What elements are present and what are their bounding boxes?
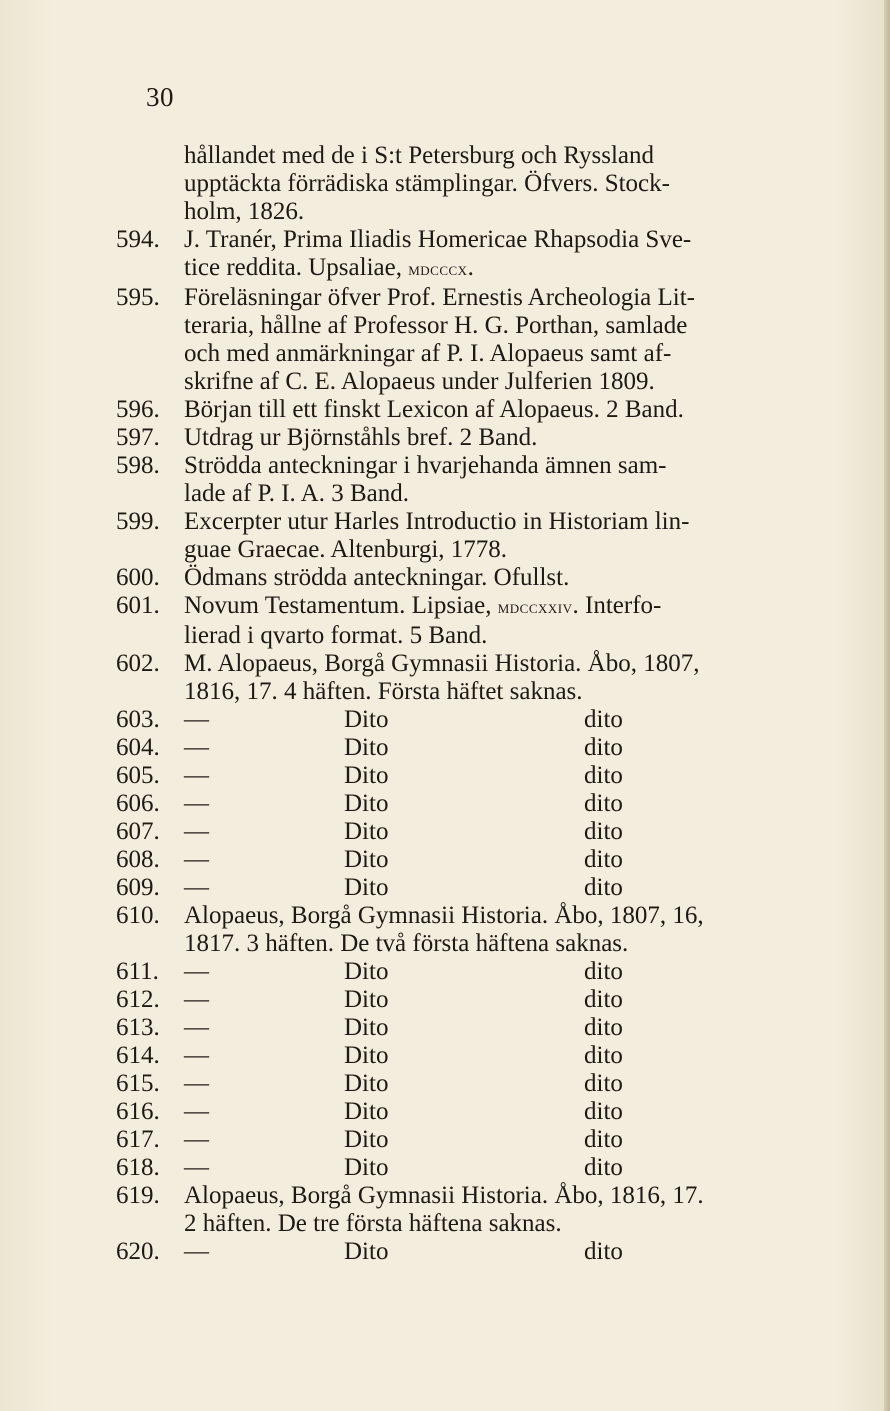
entry-line: Alopaeus, Borgå Gymnasii Historia. Åbo, 1807, 16, (184, 902, 704, 929)
page-edge (884, 0, 890, 1411)
roman-year: mdcccx (408, 259, 468, 280)
entry-594 (116, 226, 812, 284)
entry-line: 2 häften. De tre första häftena saknas. (184, 1210, 562, 1237)
ditto-word: Dito (344, 762, 389, 789)
entry-line: Strödda anteckningar i hvarjehanda ämnen sam- (184, 452, 667, 479)
ditto-word: dito (584, 1070, 623, 1097)
entry-number: 612. (116, 986, 160, 1013)
continuation-line: hållandet med de i S:t Petersburg och Ryssland (184, 142, 654, 169)
entry-number: 603. (116, 706, 160, 733)
dito-entry (116, 1014, 812, 1042)
ditto-word: dito (584, 706, 623, 733)
ditto-dash: — (184, 706, 209, 733)
ditto-word: dito (584, 734, 623, 761)
entry-line: guae Graecae. Altenburgi, 1778. (184, 536, 508, 563)
entry-line: skrifne af C. E. Alopaeus under Julferien 1809. (184, 368, 655, 395)
dito-entry (116, 874, 812, 902)
ditto-dash: — (184, 762, 209, 789)
page-number: 30 (146, 82, 174, 112)
ditto-dash: — (184, 790, 209, 817)
ditto-word: Dito (344, 1126, 389, 1153)
continuation-entry (116, 142, 812, 226)
entry-line: Alopaeus, Borgå Gymnasii Historia. Åbo, 1816, 17. (184, 1182, 704, 1209)
entry-line: M. Alopaeus, Borgå Gymnasii Historia. Åbo, 1807, (184, 650, 700, 677)
entry-number: 605. (116, 762, 160, 789)
entry-number: 610. (116, 902, 160, 929)
entry-number: 611. (116, 958, 159, 985)
entry-line: tice reddita. Upsaliae, (184, 254, 409, 281)
entry-602 (116, 650, 812, 706)
entry-line: Novum Testamentum. Lipsiae, (184, 592, 498, 619)
entry-line: Excerpter utur Harles Introductio in Historiam lin- (184, 508, 690, 535)
entry-number: 617. (116, 1126, 160, 1153)
ditto-word: dito (584, 818, 623, 845)
ditto-word: dito (584, 762, 623, 789)
ditto-word: Dito (344, 706, 389, 733)
entry-number: 620. (116, 1238, 160, 1265)
roman-year: mdccxxiv (497, 597, 573, 618)
entry-line: Ödmans strödda anteckningar. Ofullst. (184, 564, 570, 591)
entry-number: 597. (116, 424, 160, 451)
entry-number: 606. (116, 790, 160, 817)
entry-number: 601. (116, 592, 160, 619)
ditto-word: Dito (344, 790, 389, 817)
entry-number: 608. (116, 846, 160, 873)
ditto-dash: — (184, 846, 209, 873)
ditto-word: dito (584, 846, 623, 873)
dito-entry (116, 1098, 812, 1126)
dito-group (116, 1238, 812, 1266)
ditto-word: dito (584, 1126, 623, 1153)
entry-number: 598. (116, 452, 160, 479)
dito-entry (116, 958, 812, 986)
ditto-word: Dito (344, 1042, 389, 1069)
ditto-dash: — (184, 1154, 209, 1181)
entry-line: J. Tranér, Prima Iliadis Homericae Rhapsodia Sve- (184, 226, 692, 253)
ditto-word: dito (584, 986, 623, 1013)
dito-entry (116, 734, 812, 762)
ditto-dash: — (184, 986, 209, 1013)
ditto-dash: — (184, 874, 209, 901)
entry-600 (116, 564, 812, 592)
ditto-word: Dito (344, 1098, 389, 1125)
ditto-word: Dito (344, 1154, 389, 1181)
ditto-dash: — (184, 1014, 209, 1041)
ditto-dash: — (184, 818, 209, 845)
entry-601 (116, 592, 812, 650)
ditto-word: Dito (344, 986, 389, 1013)
entry-tail: . Interfo- (572, 592, 662, 619)
entry-line: 1816, 17. 4 häften. Första häftet saknas. (184, 678, 583, 705)
entry-number: 604. (116, 734, 160, 761)
dito-entry (116, 1238, 812, 1266)
entry-number: 618. (116, 1154, 160, 1181)
ditto-word: dito (584, 874, 623, 901)
entry-line: lade af P. I. A. 3 Band. (184, 480, 409, 507)
entry-number: 594. (116, 226, 160, 253)
entry-number: 595. (116, 284, 160, 311)
entry-number: 614. (116, 1042, 160, 1069)
ditto-word: dito (584, 1042, 623, 1069)
dito-entry (116, 1126, 812, 1154)
entry-610 (116, 902, 812, 958)
ditto-word: Dito (344, 846, 389, 873)
ditto-word: Dito (344, 1070, 389, 1097)
entry-number: 600. (116, 564, 160, 591)
dito-entry (116, 986, 812, 1014)
dito-entry (116, 818, 812, 846)
ditto-word: Dito (344, 1238, 389, 1265)
ditto-word: Dito (344, 734, 389, 761)
catalogue-entries (116, 142, 812, 1266)
dito-entry (116, 846, 812, 874)
entry-number: 619. (116, 1182, 160, 1209)
entry-597 (116, 424, 812, 452)
entry-line: teraria, hållne af Professor H. G. Porthan, samlade (184, 312, 688, 339)
entry-tail: . (467, 254, 474, 281)
ditto-word: dito (584, 1014, 623, 1041)
ditto-word: Dito (344, 958, 389, 985)
continuation-line: holm, 1826. (184, 198, 305, 225)
continuation-line: upptäckta förrädiska stämplingar. Öfvers. Stock- (184, 170, 670, 197)
ditto-dash: — (184, 1042, 209, 1069)
ditto-word: dito (584, 790, 623, 817)
entry-line: lierad i qvarto format. 5 Band. (184, 622, 488, 649)
ditto-dash: — (184, 734, 209, 761)
entry-line: och med anmärkningar af P. I. Alopaeus samt af- (184, 340, 672, 367)
ditto-word: Dito (344, 1014, 389, 1041)
dito-entry (116, 1154, 812, 1182)
ditto-dash: — (184, 1238, 209, 1265)
entry-596 (116, 396, 812, 424)
entry-number: 607. (116, 818, 160, 845)
entry-line: Början till ett finskt Lexicon af Alopaeus. 2 Band. (184, 396, 684, 423)
ditto-word: Dito (344, 874, 389, 901)
entry-number: 616. (116, 1098, 160, 1125)
ditto-word: dito (584, 958, 623, 985)
ditto-dash: — (184, 1070, 209, 1097)
entry-595 (116, 284, 812, 396)
ditto-word: dito (584, 1154, 623, 1181)
ditto-word: Dito (344, 818, 389, 845)
entry-number: 609. (116, 874, 160, 901)
dito-entry (116, 706, 812, 734)
entry-number: 613. (116, 1014, 160, 1041)
entry-line: 1817. 3 häften. De två första häftena saknas. (184, 930, 629, 957)
dito-entry (116, 762, 812, 790)
entry-599 (116, 508, 812, 564)
entry-619 (116, 1182, 812, 1238)
entry-598 (116, 452, 812, 508)
dito-entry (116, 790, 812, 818)
ditto-dash: — (184, 1098, 209, 1125)
dito-group (116, 958, 812, 1182)
entry-line: Föreläsningar öfver Prof. Ernestis Archeologia Lit- (184, 284, 695, 311)
entry-line: Utdrag ur Björnståhls bref. 2 Band. (184, 424, 538, 451)
entry-number: 599. (116, 508, 160, 535)
ditto-word: dito (584, 1238, 623, 1265)
ditto-dash: — (184, 1126, 209, 1153)
dito-entry (116, 1070, 812, 1098)
entry-number: 615. (116, 1070, 160, 1097)
dito-entry (116, 1042, 812, 1070)
entry-number: 602. (116, 650, 160, 677)
ditto-dash: — (184, 958, 209, 985)
entry-number: 596. (116, 396, 160, 423)
dito-group (116, 706, 812, 902)
ditto-word: dito (584, 1098, 623, 1125)
